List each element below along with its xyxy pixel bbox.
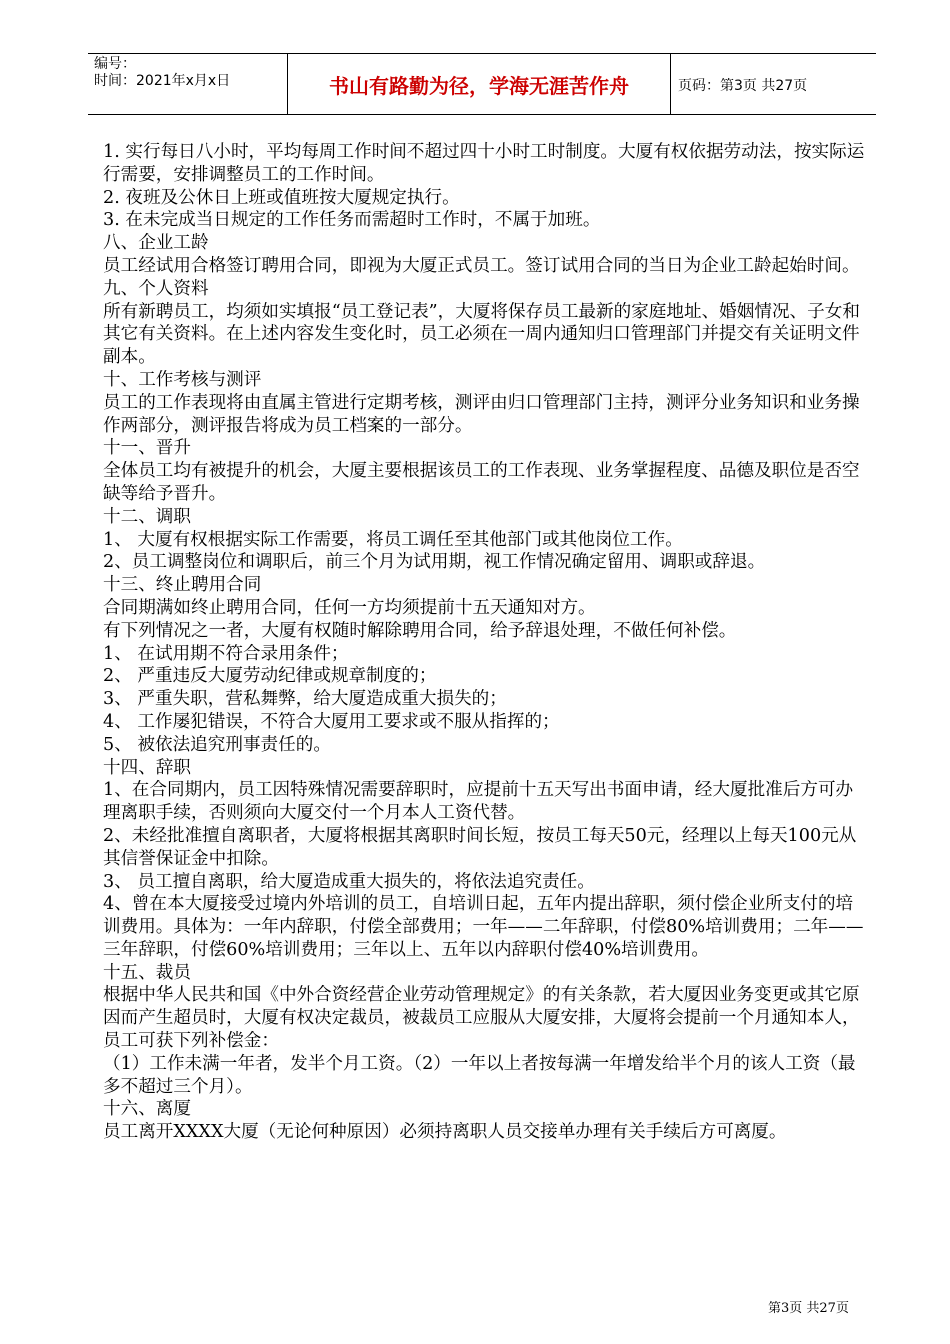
body-line: 十五、裁员 — [103, 962, 191, 983]
body-line: 2、 严重违反大厦劳动纪律或规章制度的； — [103, 666, 437, 687]
body-line: 3. 在未完成当日规定的工作任务而需超时工作时，不属于加班。 — [103, 210, 601, 231]
document-body — [103, 141, 865, 1144]
body-line: 十、工作考核与测评 — [103, 369, 262, 390]
body-line: 十四、辞职 — [103, 757, 191, 778]
body-line: 4、 工作屡犯错误，不符合大厦用工要求或不服从指挥的； — [103, 711, 560, 732]
body-line: 所有新聘员工，均须如实填报“员工登记表”，大厦将保存员工最新的家庭地址、婚姻情况、子女和其它有关资料。在上述内容发生变化时，员工必须在一周内通知归口管理部门并提交有关证明文件副本。 — [103, 301, 860, 368]
body-line: 全体员工均有被提升的机会，大厦主要根据该员工的工作表现、业务掌握程度、品德及职位是否空缺等给予晋升。 — [103, 461, 860, 504]
header-motto: 书山有路勤为径，学海无涯苦作舟 — [329, 73, 629, 98]
body-line: 员工的工作表现将由直属主管进行定期考核，测评由归口管理部门主持，测评分业务知识和业务操作两部分，测评报告将成为员工档案的一部分。 — [103, 392, 860, 436]
body-line: 有下列情况之一者，大厦有权随时解除聘用合同，给予辞退处理，不做任何补偿。 — [103, 620, 737, 641]
header-meta — [94, 56, 230, 90]
document-time-label: 时间：2021年x月x日 — [94, 73, 231, 89]
body-line: 十六、离厦 — [103, 1099, 191, 1120]
body-line: 九、个人资料 — [103, 278, 209, 299]
body-line: 十三、终止聘用合同 — [103, 575, 262, 596]
body-line: （1）工作未满一年者，发半个月工资。（2）一年以上者按每满一年增发给半个月的该人工资（最多不超过三个月）。 — [103, 1053, 856, 1097]
header-page-number: 页码：第3页 共27页 — [678, 78, 808, 94]
body-line: 2、未经批准擅自离职者，大厦将根据其离职时间长短，按员工每天50元，经理以上每天100元从其信誉保证金中扣除。 — [103, 825, 857, 869]
page-footer: 第3页 共27页 — [768, 1301, 849, 1316]
body-line: 十二、调职 — [103, 506, 191, 527]
body-line: 1、 在试用期不符合录用条件； — [103, 643, 349, 664]
body-line: 1、 大厦有权根据实际工作需要，将员工调任至其他部门或其他岗位工作。 — [103, 529, 683, 550]
body-line: 3、 严重失职，营私舞弊，给大厦造成重大损失的； — [103, 689, 507, 710]
body-line: 1、在合同期内，员工因特殊情况需要辞职时，应提前十五天写出书面申请，经大厦批准后方可办理离职手续，否则须向大厦交付一个月本人工资代替。 — [103, 780, 854, 824]
body-line: 根据中华人民共和国《中外合资经营企业劳动管理规定》的有关条款，若大厦因业务变更或其它原因而产生超员时，大厦有权决定裁员，被裁员工应服从大厦安排，大厦将会提前一个月通知本人，员工可获下列补偿金： — [103, 985, 860, 1052]
body-line: 5、 被依法追究刑事责任的。 — [103, 734, 331, 755]
body-line: 4、曾在本大厦接受过境内外培训的员工，自培训日起，五年内提出辞职，须付偿企业所支付的培训费用。具体为：一年内辞职，付偿全部费用；一年——二年辞职，付偿80%培训费用；二年——三年辞职，付偿60%培训费用；三年以上、五年以内辞职付偿40%培训费用。 — [103, 894, 864, 960]
body-line: 八、企业工龄 — [103, 233, 209, 254]
body-line: 员工经试用合格签订聘用合同，即视为大厦正式员工。签订试用合同的当日为企业工龄起始时间。 — [103, 255, 860, 276]
body-line: 2、员工调整岗位和调职后，前三个月为试用期，视工作情况确定留用、调职或辞退。 — [103, 552, 766, 573]
body-line: 2. 夜班及公休日上班或值班按大厦规定执行。 — [103, 187, 460, 208]
body-line: 员工离开XXXX大厦（无论何种原因）必须持离职人员交接单办理有关手续后方可离厦。 — [103, 1122, 787, 1143]
body-line: 合同期满如终止聘用合同，任何一方均须提前十五天通知对方。 — [103, 597, 596, 618]
document-number-label: 编号： — [94, 56, 136, 72]
body-line: 1. 实行每日八小时，平均每周工作时间不超过四十小时工时制度。大厦有权依据劳动法，按实际运行需要，安排调整员工的工作时间。 — [103, 142, 865, 185]
body-line: 3、 员工擅自离职，给大厦造成重大损失的，将依法追究责任。 — [103, 871, 595, 892]
body-line: 十一、晋升 — [103, 438, 191, 459]
page-header — [88, 53, 876, 115]
